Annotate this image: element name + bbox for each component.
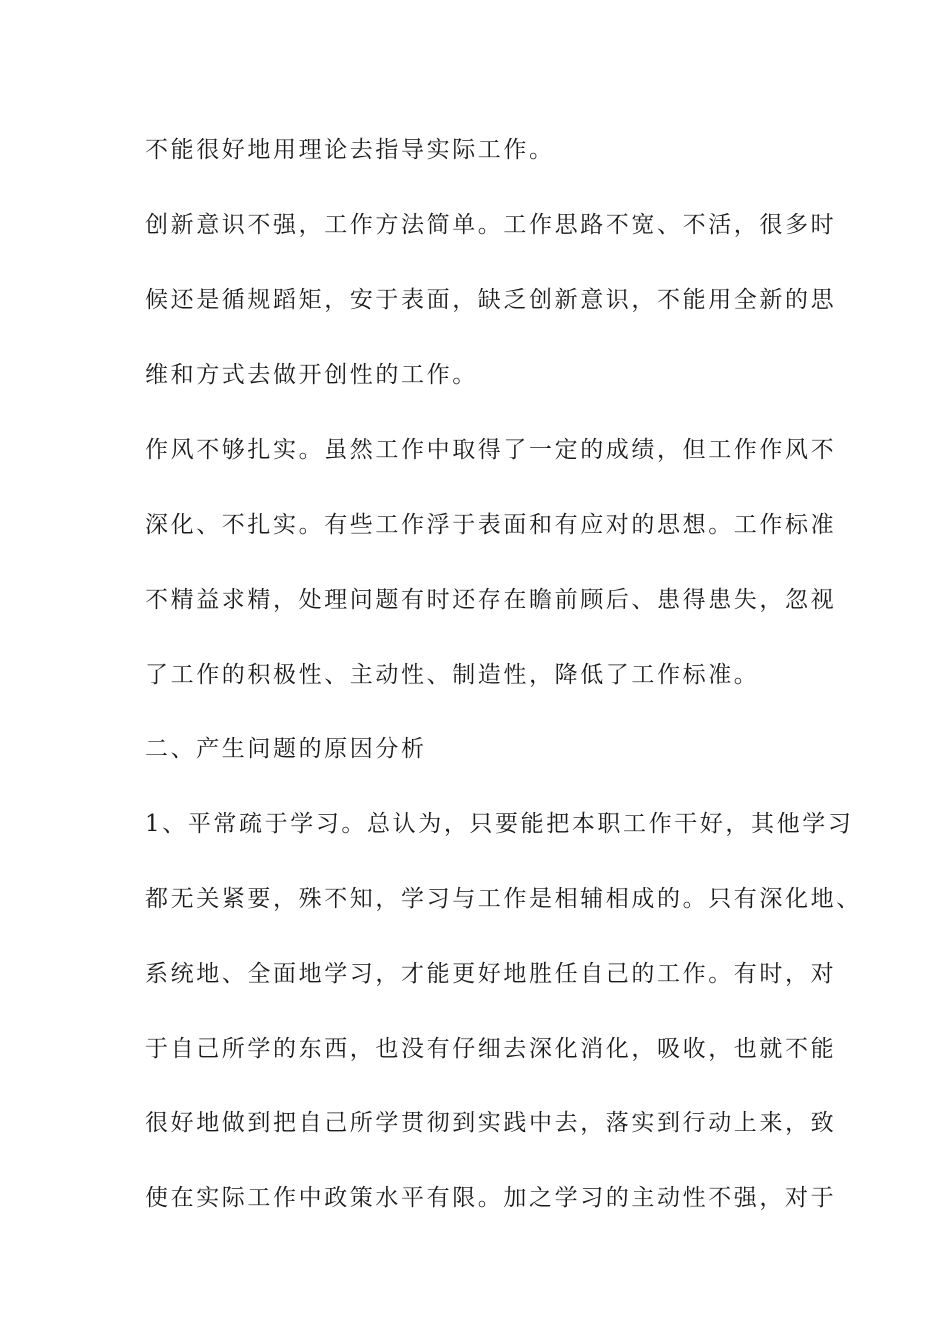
text-line: 维和方式去做开创性的工作。 [145,362,478,388]
text-line: 不能很好地用理论去指导实际工作。 [145,137,555,163]
text-line: 系统地、全面地学习，才能更好地胜任自己的工作。有时，对 [145,961,837,987]
text-line: 深化、不扎实。有些工作浮于表面和有应对的思想。工作标准 [145,512,837,538]
text-line: 于自己所学的东西，也没有仔细去深化消化，吸收，也就不能 [145,1036,837,1062]
text-line: 1、平常疏于学习。总认为，只要能把本职工作干好，其他学习 [145,811,854,837]
text-line: 了工作的积极性、主动性、制造性，降低了工作标准。 [145,662,760,688]
text-line: 都无关紧要，殊不知，学习与工作是相辅相成的。只有深化地、 [145,886,862,912]
text-line: 作风不够扎实。虽然工作中取得了一定的成绩，但工作作风不 [145,437,837,463]
text-line: 很好地做到把自己所学贯彻到实践中去，落实到行动上来，致 [145,1110,837,1136]
text-line: 使在实际工作中政策水平有限。加之学习的主动性不强，对于 [145,1185,837,1211]
text-line: 不精益求精，处理问题有时还存在瞻前顾后、患得患失，忽视 [145,587,837,613]
text-line: 创新意识不强，工作方法简单。工作思路不宽、不活，很多时 [145,212,837,238]
section-heading: 二、产生问题的原因分析 [145,736,427,762]
text-line: 候还是循规蹈矩，安于表面，缺乏创新意识，不能用全新的思 [145,287,837,313]
